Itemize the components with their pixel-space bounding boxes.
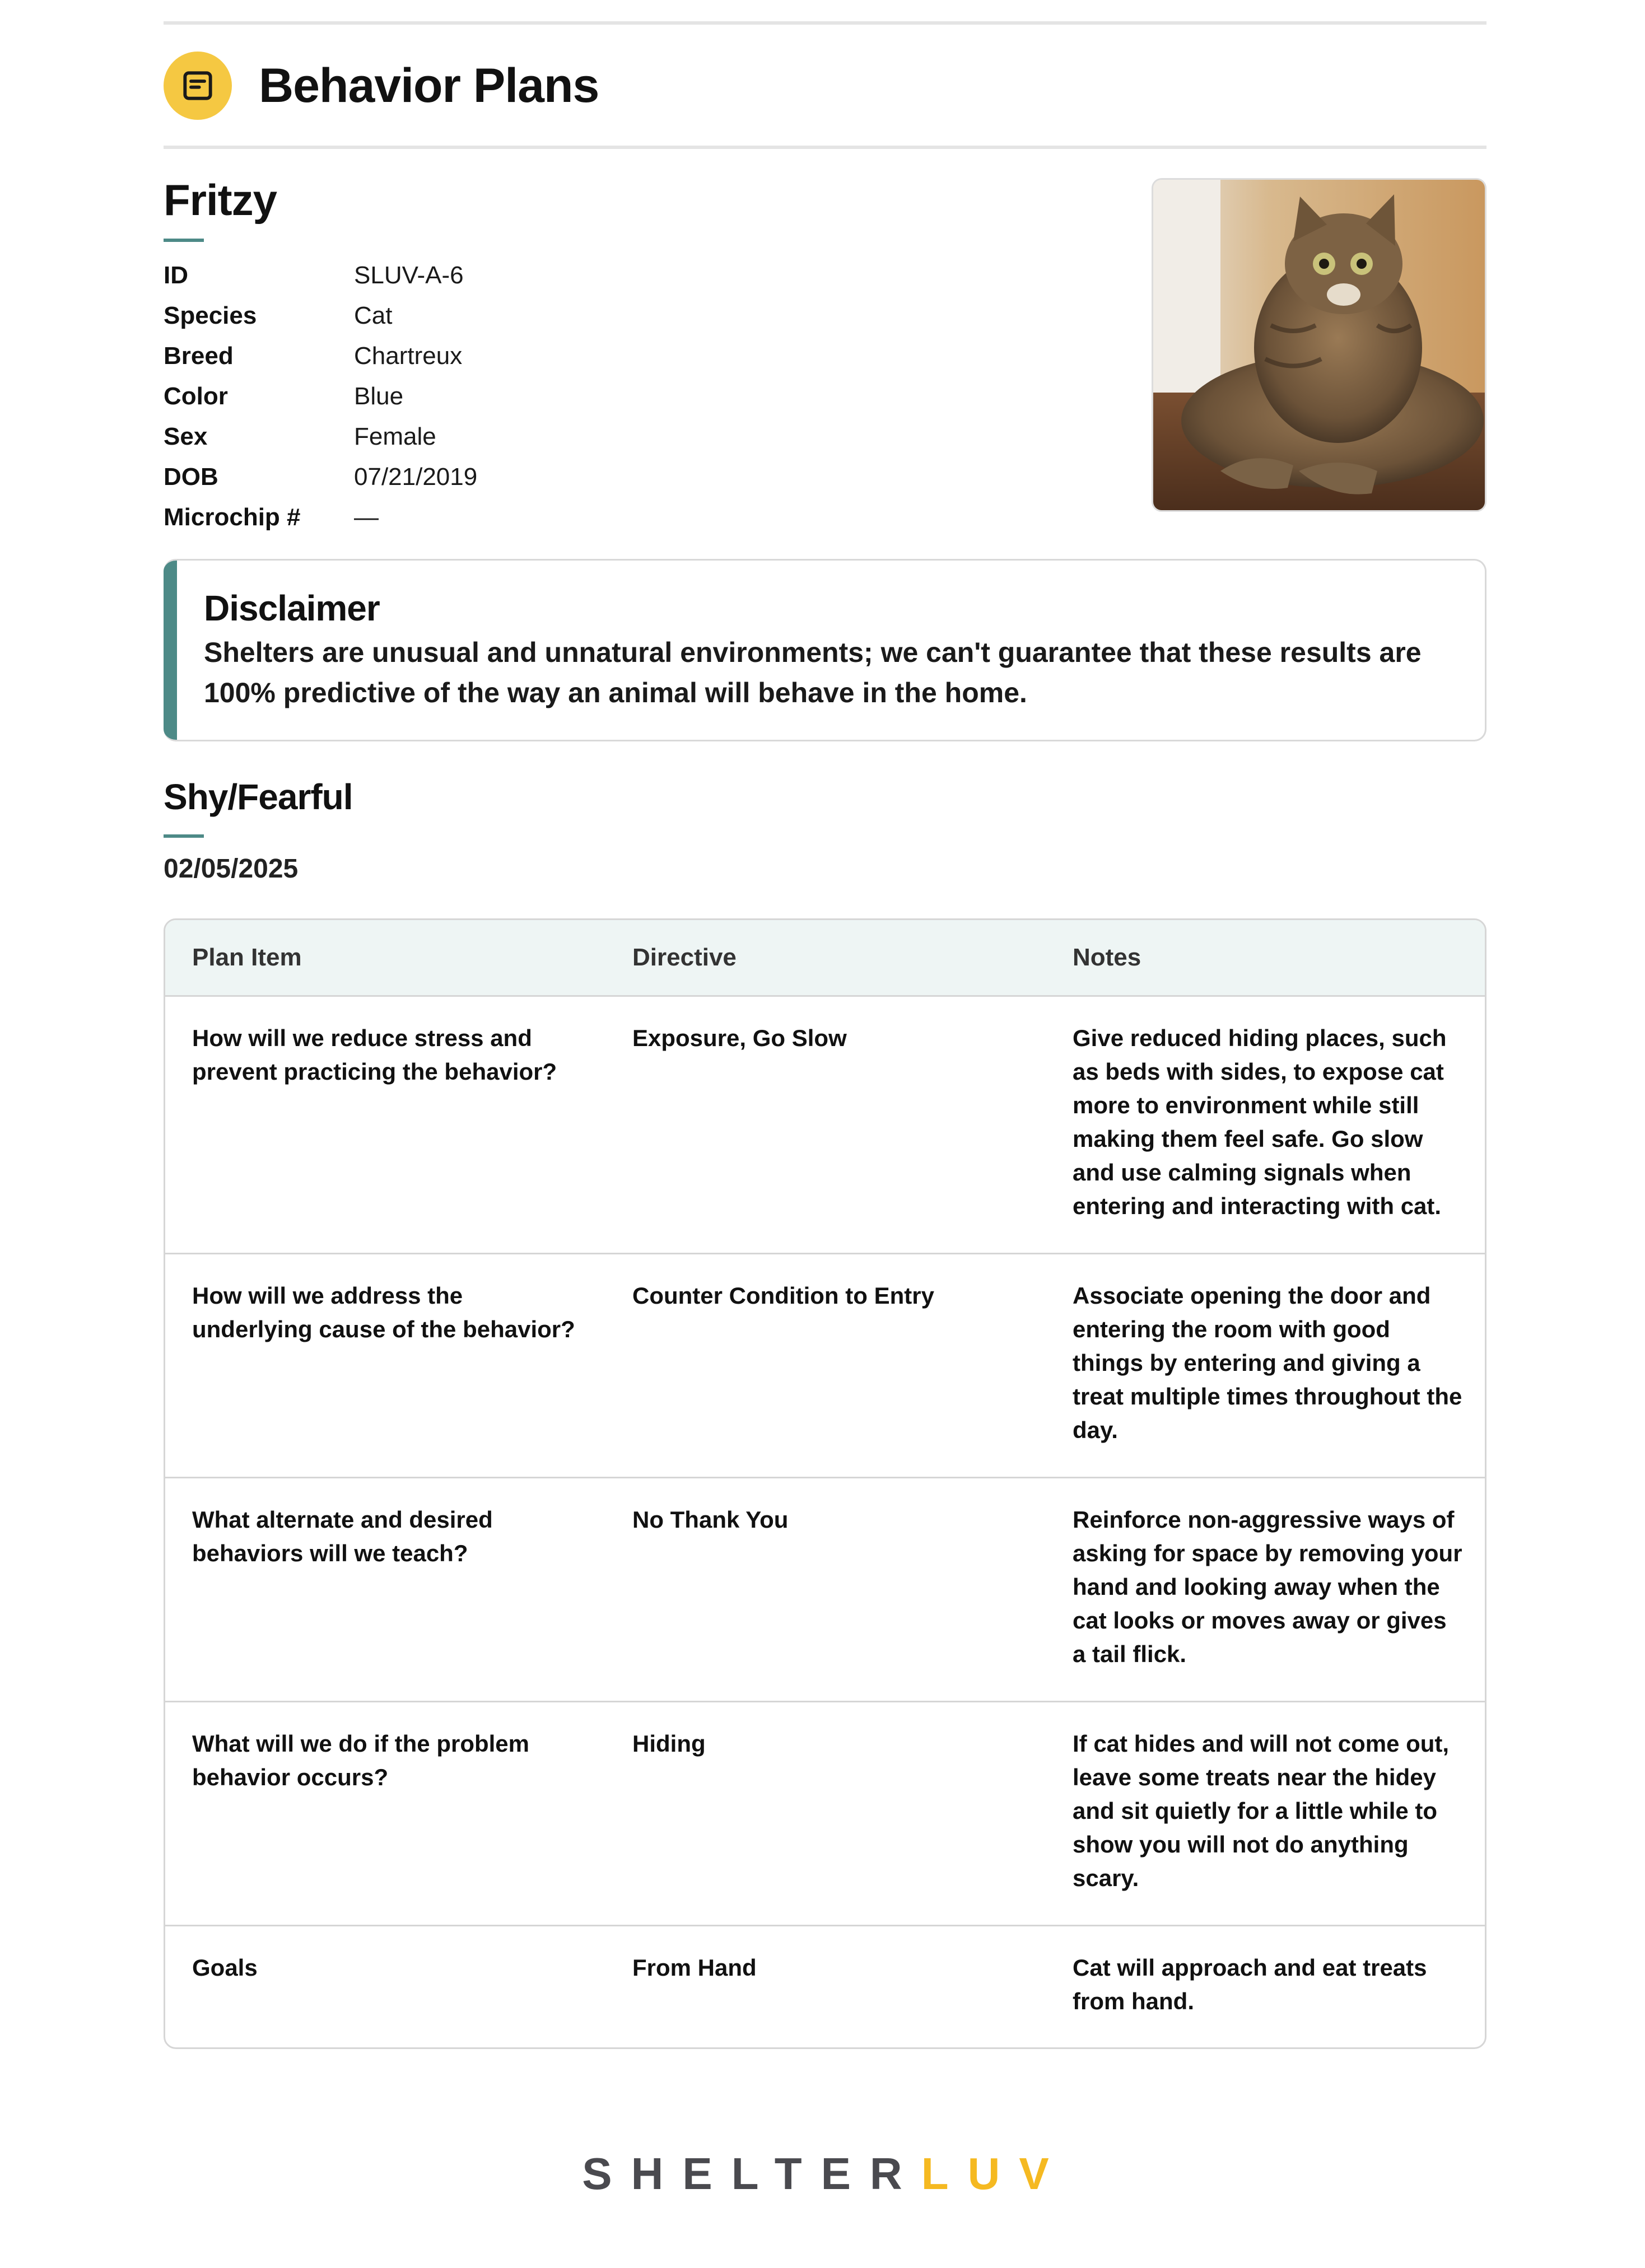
info-value: 07/21/2019 (354, 463, 478, 491)
logo-part-shelter: SHELTER (582, 2149, 921, 2199)
notes-cell: Reinforce non-aggressive ways of asking for space by removing your hand and looking away when the cat looks or moves away or gives a tail flick. (1073, 1506, 1462, 1667)
info-row-species (164, 296, 477, 336)
info-row-sex (164, 417, 477, 457)
directive-cell: From Hand (632, 1954, 757, 1981)
table-row (165, 1702, 1485, 1926)
plan-item-cell: What alternate and desired behaviors will we teach? (192, 1506, 493, 1566)
header-divider (164, 146, 1486, 149)
disclaimer-title: Disclaimer (204, 588, 380, 628)
plan-table (164, 918, 1486, 2049)
plan-item-cell: How will we address the underlying cause of the behavior? (192, 1282, 575, 1342)
shelterluv-logo (164, 2148, 1486, 2200)
table-row (165, 1926, 1485, 2047)
note-icon (164, 52, 232, 120)
info-value: Blue (354, 382, 404, 410)
disclaimer-accent-bar (164, 561, 177, 740)
info-row-id (164, 255, 477, 296)
info-value: SLUV-A-6 (354, 262, 464, 289)
animal-photo (1152, 178, 1486, 512)
info-label: Microchip # (164, 503, 301, 531)
page-title: Behavior Plans (259, 58, 599, 113)
directive-cell: Exposure, Go Slow (632, 1025, 847, 1051)
table-row (165, 1254, 1485, 1478)
info-value: — (354, 503, 379, 531)
table-header (165, 920, 1485, 997)
animal-name: Fritzy (164, 175, 277, 225)
page-header (164, 52, 599, 120)
plan-item-cell: What will we do if the problem behavior occurs? (192, 1730, 530, 1790)
plan-name: Shy/Fearful (164, 777, 353, 817)
info-value: Chartreux (354, 342, 463, 370)
directive-cell: Counter Condition to Entry (632, 1282, 934, 1309)
info-label: Sex (164, 423, 208, 450)
info-row-color (164, 376, 477, 417)
notes-cell: If cat hides and will not come out, leave some treats near the hidey and sit quietly for a little while to show you will not do anything scary. (1073, 1730, 1450, 1891)
disclaimer-box (164, 559, 1486, 741)
notes-cell: Give reduced hiding places, such as beds with sides, to expose cat more to environment while still making them feel safe. Go slow and use calming signals when entering and interacting with cat. (1073, 1025, 1447, 1219)
top-divider (164, 21, 1486, 25)
info-row-breed (164, 336, 477, 376)
notes-cell: Cat will approach and eat treats from hand. (1073, 1954, 1427, 2014)
info-value: Female (354, 423, 436, 450)
plan-item-cell: Goals (192, 1954, 258, 1981)
plan-date: 02/05/2025 (164, 854, 299, 884)
info-label: ID (164, 262, 188, 289)
info-label: Breed (164, 342, 234, 370)
animal-name-accent (164, 239, 204, 242)
directive-cell: No Thank You (632, 1506, 789, 1533)
disclaimer-text: Shelters are unusual and unnatural environments; we can't guarantee that these results are 100% predictive of the way an animal will behave in the home. (204, 637, 1422, 708)
logo-part-luv: LUV (921, 2149, 1068, 2199)
info-label: Species (164, 302, 257, 329)
column-header-notes: Notes (1073, 944, 1141, 971)
column-header-plan-item: Plan Item (192, 944, 302, 971)
animal-info (164, 255, 477, 538)
info-value: Cat (354, 302, 393, 329)
info-label: Color (164, 382, 228, 410)
column-header-directive: Directive (632, 944, 737, 971)
plan-item-cell: How will we reduce stress and prevent practicing the behavior? (192, 1025, 557, 1085)
info-row-microchip (164, 497, 477, 538)
table-row (165, 1478, 1485, 1702)
directive-cell: Hiding (632, 1730, 706, 1757)
table-row (165, 997, 1485, 1254)
plan-name-accent (164, 834, 204, 838)
notes-cell: Associate opening the door and entering the room with good things by entering and giving a treat multiple times throughout the day. (1073, 1282, 1462, 1443)
info-row-dob (164, 457, 477, 497)
info-label: DOB (164, 463, 218, 491)
